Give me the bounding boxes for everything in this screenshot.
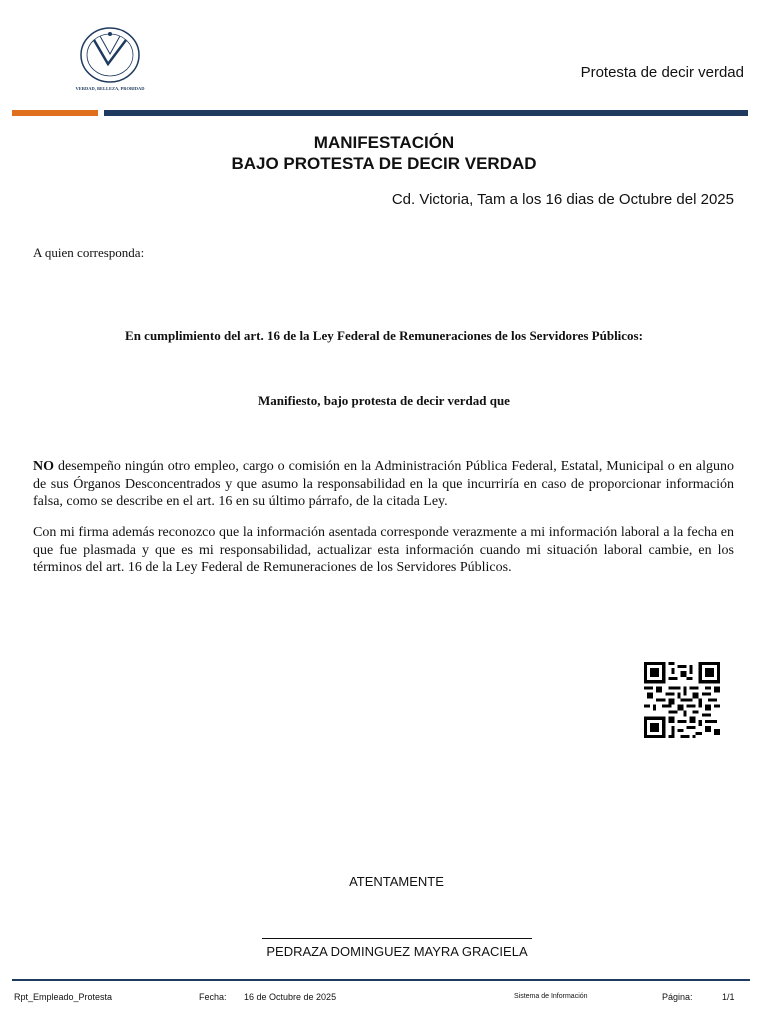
header-bar-orange [12,110,98,116]
declaration-statement: Manifiesto, bajo protesta de decir verdad que [258,393,510,408]
paragraph-1-body: desempeño ningún otro empleo, cargo o comisión en la Administración Pública Federal, Estatal, Municipal o en alguno de sus Órganos Desconcentrados y que asumo la responsabilidad en la que incurriría en caso de proporcionar información falsa, como se describe en el art. 16 en su último párrafo, de la citada Ley. [33,459,734,509]
header-bar-blue [104,110,748,116]
paragraph-1 [33,458,734,511]
document-title-line1: MANIFESTACIÓN [313,133,455,152]
footer-date-value: 16 de Octubre de 2025 [244,992,337,1002]
footer-page-label: Página: [662,992,693,1002]
footer-date-label: Fecha: [199,992,227,1002]
footer-report-name: Rpt_Empleado_Protesta [14,992,113,1002]
signer-name: PEDRAZA DOMINGUEZ MAYRA GRACIELA [266,944,528,959]
greeting: A quien corresponda: [33,245,145,260]
paragraph-2: Con mi firma además reconozco que la información asentada corresponde verazmente a mi información laboral a la fecha en que fue plasmada y que es mi responsabilidad, actualizar esta información cuando mi situación laboral cambie, en los términos del art. 16 de la Ley Federal de Remuneraciones de los Servidores Públicos. [33,525,734,575]
qr-code [644,662,720,738]
university-logo [70,24,150,96]
header-title: Protesta de decir verdad [580,64,744,81]
closing-atentamente: ATENTAMENTE [349,874,444,889]
signature-line [262,938,532,939]
footer-page-value: 1/1 [722,992,735,1002]
footer-divider [12,979,750,981]
paragraph-1-lead: NO [33,459,54,474]
place-date: Cd. Victoria, Tam a los 16 dias de Octubre del 2025 [391,191,734,208]
compliance-statement: En cumplimiento del art. 16 de la Ley Federal de Remuneraciones de los Servidores Públicos: [125,328,643,343]
logo-motto: VERDAD, BELLEZA, PROBIDAD [75,86,145,91]
document-title-line2: BAJO PROTESTA DE DECIR VERDAD [231,154,537,173]
footer-system: Sistema de Información [514,993,588,1000]
